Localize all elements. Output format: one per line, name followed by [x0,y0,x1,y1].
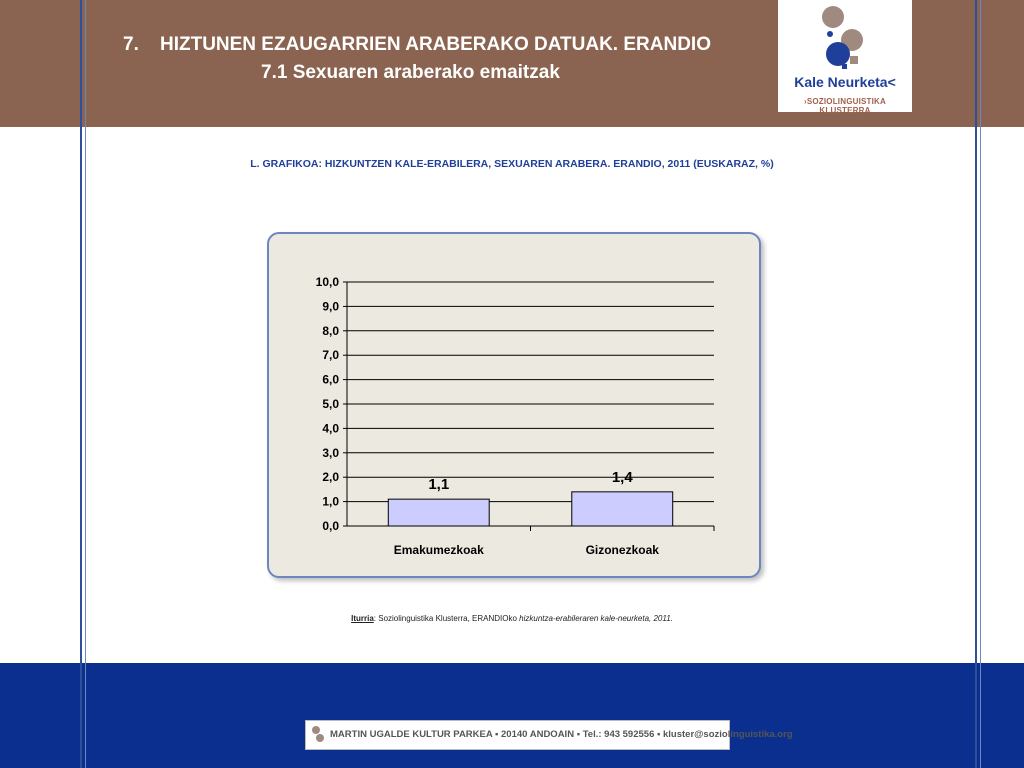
y-tick-label: 7,0 [322,348,339,363]
y-tick-label: 10,0 [315,275,339,289]
kale-neurketa-logo [778,0,912,115]
source-label: Iturria [351,614,374,623]
y-tick-label: 8,0 [322,323,339,338]
y-tick-label: 2,0 [322,470,339,485]
chart-title: L. GRAFIKOA: HIZKUNTZEN KALE-ERABILERA, SEXUAREN ARABERA. ERANDIO, 2011 (EUSKARAZ, %) [250,158,774,170]
left-border-line-inner [85,0,86,768]
chart-panel [267,232,761,578]
source-text: : Soziolinguistika Klusterra, ERANDIOko [373,614,520,623]
logo-brand-text: Kale Neurketa< [794,74,896,90]
footer-band [0,663,1024,768]
footer-contact-bar [305,720,793,750]
y-tick-label: 4,0 [322,421,339,436]
y-tick-label: 0,0 [322,519,339,533]
bar [572,492,673,526]
y-tick-label: 3,0 [322,445,339,460]
y-tick-label: 6,0 [322,372,339,387]
right-border-line [975,0,977,768]
page-subtitle: 7.1 Sexuaren araberako emaitzak [261,62,560,83]
y-tick-label: 9,0 [322,299,339,314]
x-category-label: Gizonezkoak [585,543,659,557]
footer-logo-icon [310,725,326,745]
page-title [123,34,711,56]
data-label: 1,1 [428,476,450,494]
data-label: 1,4 [611,468,633,486]
footer-address: MARTIN UGALDE KULTUR PARKEA ▪ 20140 ANDOAIN ▪ Tel.: 943 592556 ▪ kluster@soziolinguistika.org [330,729,793,740]
bar-chart [269,234,759,576]
right-border-line-inner [980,0,981,768]
left-border-line [80,0,82,768]
title-text: HIZTUNEN EZAUGARRIEN ARABERAKO DATUAK. ERANDIO [159,34,711,55]
logo-tagline: ›SOZIOLINGUISTIKA KLUSTERRA [803,97,887,115]
bar [388,499,489,526]
y-tick-label: 5,0 [322,397,339,411]
logo-mark-icon [778,0,912,74]
y-tick-label: 1,0 [322,494,339,509]
x-category-label: Emakumezkoak [393,543,484,557]
title-number: 7. [123,34,139,55]
source-italic: hizkuntza-erabileraren kale-neurketa, 2011. [519,614,673,623]
source-note [0,614,1024,623]
